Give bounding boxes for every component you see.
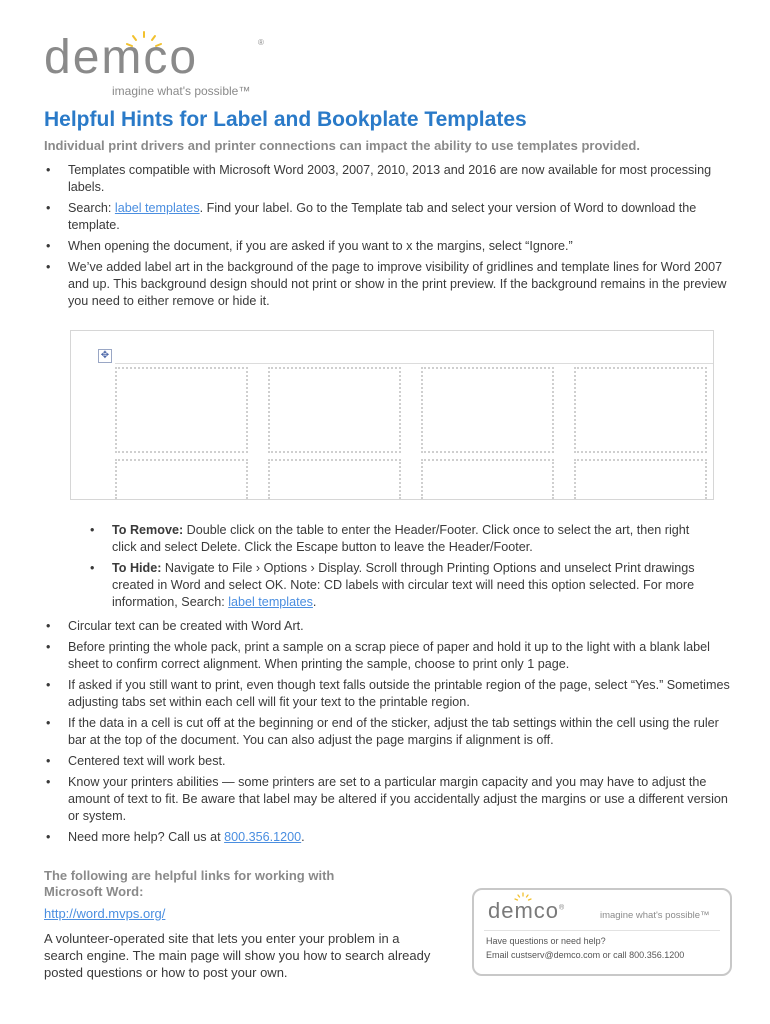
registered-mark: ® — [258, 38, 264, 47]
label-cell[interactable] — [268, 459, 401, 499]
contact-question: Have questions or need help? — [486, 936, 606, 946]
list-item-text: Centered text will work best. — [68, 754, 226, 768]
list-item — [88, 522, 708, 556]
list-item — [88, 560, 708, 611]
list-item-text: Double click on the table to enter the Header/Footer. Click once to select the art, then right click and select Delete. Click the Escape button to leave the Header/Footer. — [112, 523, 690, 554]
label-cell[interactable] — [574, 459, 707, 499]
demco-logo — [44, 30, 264, 98]
list-item-text: Search: — [68, 201, 115, 215]
logo-wordmark: demco — [44, 31, 199, 84]
page-title: Helpful Hints for Label and Bookplate Templates — [44, 108, 527, 131]
list-item-text: We’ve added label art in the background of the page to improve visibility of gridlines and template lines for Word 2007 and up. This background design should not print or show in the print preview. If the background remains in the preview you need to either remove or hide it. — [68, 260, 727, 308]
list-item — [44, 238, 734, 255]
contact-wordmark — [488, 898, 565, 924]
phone-link[interactable]: 800.356.1200 — [224, 830, 302, 844]
list-item — [44, 715, 734, 749]
contact-tagline: imagine what's possible™ — [600, 910, 710, 921]
label-cell[interactable] — [421, 367, 554, 453]
contact-card — [472, 888, 732, 976]
move-handle-icon[interactable]: ✥ — [98, 349, 112, 363]
list-item — [44, 200, 734, 234]
label-grid — [115, 367, 707, 499]
list-item — [44, 677, 734, 711]
label-templates-link[interactable]: label templates — [228, 595, 313, 609]
list-item-text: Circular text can be created with Word Art. — [68, 619, 304, 633]
list-item-text: . — [312, 595, 317, 609]
contact-divider — [484, 930, 720, 931]
word-mvps-link[interactable]: http://word.mvps.org/ — [44, 906, 166, 921]
list-item-text: . — [301, 830, 305, 844]
list-item-text: Templates compatible with Microsoft Word 2003, 2007, 2010, 2013 and 2016 are now available for most processing labels. — [68, 163, 712, 194]
label-cell[interactable] — [421, 459, 554, 499]
list-item — [44, 162, 734, 196]
list-item — [44, 618, 734, 635]
list-item-text: Before printing the whole pack, print a sample on a scrap piece of paper and hold it up to the light with a blank label sheet to confirm correct alignment. When printing the sample, choose to print only 1 page. — [68, 640, 710, 671]
link-description: A volunteer-operated site that lets you enter your problem in a search engine. The main page will show you how to search already posted questions or how to post your own. — [44, 931, 431, 980]
list-item-text: If the data in a cell is cut off at the beginning or end of the sticker, adjust the tab settings within the cell using the ruler bar at the top of the document. You can also adjust the page margins if alignment is off. — [68, 716, 719, 747]
label-cell[interactable] — [574, 367, 707, 453]
list-item — [44, 259, 734, 310]
list-item — [44, 753, 734, 770]
label-cell[interactable] — [115, 459, 248, 499]
remove-hide-list — [88, 522, 708, 615]
label-cell[interactable] — [268, 367, 401, 453]
hide-label: To Hide: — [112, 561, 162, 575]
list-item-text: When opening the document, if you are asked if you want to x the margins, select “Ignore.” — [68, 239, 573, 253]
hints-list — [44, 162, 734, 314]
logo-tagline: imagine what's possible™ — [112, 84, 251, 98]
label-cell[interactable] — [115, 367, 248, 453]
contact-email: Email custserv@demco.com or call 800.356.1200 — [486, 950, 685, 960]
registered-mark: ® — [559, 904, 566, 912]
list-item-text: Navigate to File › Options › Display. Scroll through Printing Options and unselect Print drawings created in Word and select OK. Note: CD labels with circular text will need this option selected. For more information, Search: — [112, 561, 695, 609]
list-item-text: Know your printers abilities — some printers are set to a particular margin capacity and you may have to adjust the amount of text to fit. Be aware that label may be altered if you accidentally adjust the margins or use a different version or system. — [68, 775, 728, 823]
contact-brand: demco — [488, 898, 560, 923]
links-heading: The following are helpful links for working with Microsoft Word: — [44, 868, 335, 899]
page-subtitle: Individual print drivers and printer connections can impact the ability to use templates provided. — [44, 138, 640, 153]
header-divider — [115, 363, 713, 364]
list-item — [44, 639, 734, 673]
label-templates-link[interactable]: label templates — [114, 201, 200, 215]
list-item-text: If asked if you still want to print, even though text falls outside the printable region of the page, select “Yes.” Sometimes adjusting tabs set within each cell will fit your text to the printable region. — [68, 678, 730, 709]
label-template-preview — [70, 330, 714, 500]
tips-list — [44, 618, 734, 850]
list-item-text: . Find your label. Go to the Template tab and select your version of Word to download the template. — [68, 201, 697, 232]
list-item-text: Need more help? Call us at — [68, 830, 225, 844]
list-item — [44, 829, 734, 846]
remove-label: To Remove: — [112, 523, 184, 537]
list-item — [44, 774, 734, 825]
